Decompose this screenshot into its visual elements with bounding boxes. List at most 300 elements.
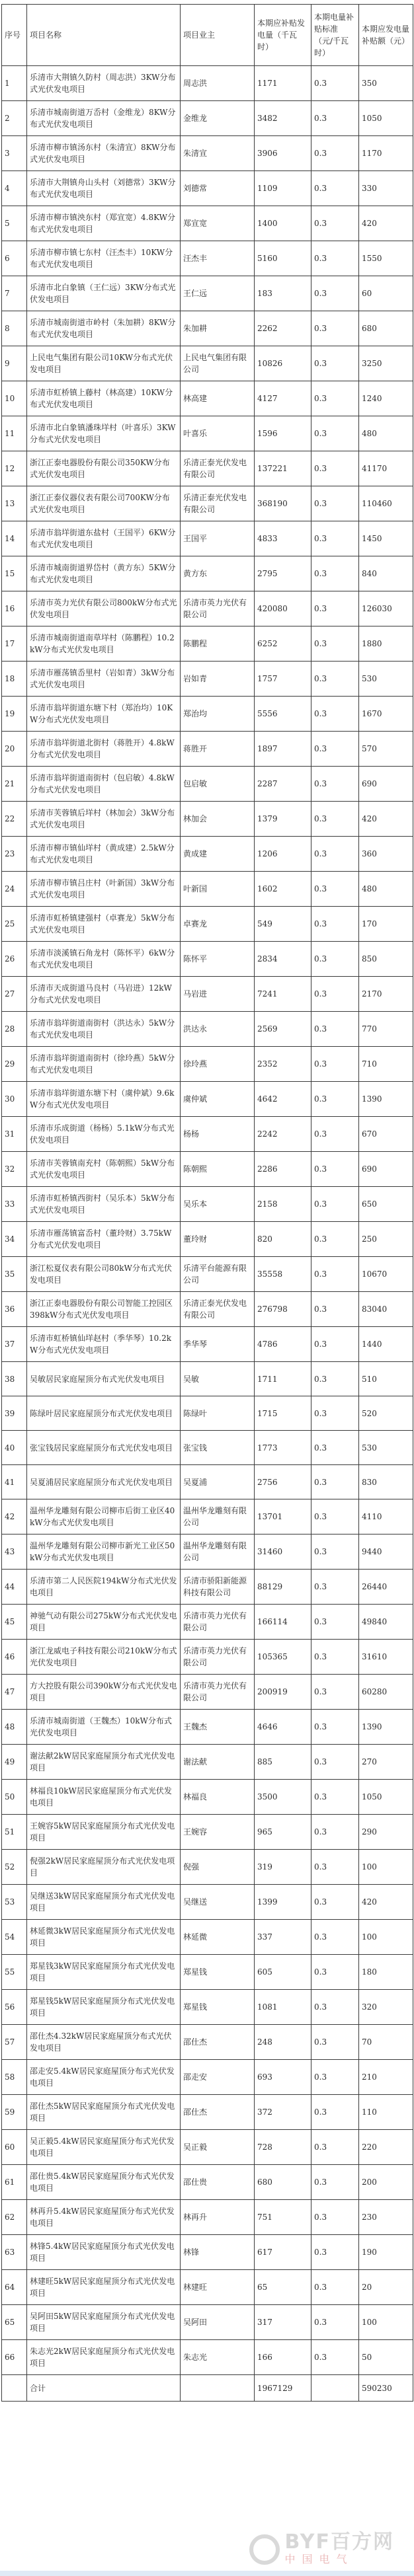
- cell-rate: 0.3: [311, 2165, 359, 2200]
- table-row: [2, 451, 413, 486]
- cell-amount: 510: [359, 1362, 413, 1396]
- cell-owner: 叶新国: [181, 872, 255, 907]
- table-row: [2, 486, 413, 521]
- cell-energy: 1897: [255, 732, 311, 767]
- table-row: [2, 2060, 413, 2095]
- cell-owner: 董玲财: [181, 1222, 255, 1257]
- cell-owner: 王婉容: [181, 1815, 255, 1850]
- table-row: [2, 66, 413, 101]
- cell-owner: 吴正毅: [181, 2130, 255, 2165]
- cell-rate: 0.3: [311, 1745, 359, 1780]
- cell-owner: 乐清市骄阳新能源科技有限公司: [181, 1570, 255, 1605]
- cell-serial: 51: [2, 1815, 27, 1850]
- cell-amount: 670: [359, 1117, 413, 1152]
- cell-serial: 19: [2, 697, 27, 732]
- cell-serial: 58: [2, 2060, 27, 2095]
- cell-owner: 张宝钱: [181, 1431, 255, 1465]
- table-row: [2, 1327, 413, 1362]
- table-row: [2, 2095, 413, 2130]
- cell-amount: 210: [359, 2060, 413, 2095]
- cell-energy: 4642: [255, 1082, 311, 1117]
- cell-rate: 0.3: [311, 1222, 359, 1257]
- cell-project-name: 乐清市城南街道界岱村（黄方东）5KW分布式光伏发电项目: [27, 556, 181, 591]
- cell-project-name: 王婉容5kW居民家庭屋顶分布式光伏发电项目: [27, 1815, 181, 1850]
- table-row: [2, 1990, 413, 2025]
- cell-project-name: 乐清市北白象镇（王仁远）3KW分布式光伏发电项目: [27, 276, 181, 311]
- cell-amount: 350: [359, 66, 413, 101]
- table-row: [2, 662, 413, 697]
- cell-rate: 0.3: [311, 2305, 359, 2340]
- cell-amount: 1670: [359, 697, 413, 732]
- cell-rate: 0.3: [311, 1187, 359, 1222]
- cell-owner: 林锋: [181, 2235, 255, 2270]
- cell-serial: 17: [2, 626, 27, 662]
- table-row: [2, 872, 413, 907]
- cell-energy: 2242: [255, 1117, 311, 1152]
- table-row: [2, 206, 413, 241]
- cell-rate: 0.3: [311, 1465, 359, 1499]
- cell-owner: 黄方东: [181, 556, 255, 591]
- cell-rate: 0.3: [311, 2095, 359, 2130]
- cell-rate: 0.3: [311, 206, 359, 241]
- cell-rate: 0.3: [311, 1815, 359, 1850]
- header-cell-serial: 序号: [2, 5, 27, 66]
- cell-owner: 倪强: [181, 1850, 255, 1885]
- table-row: [2, 1187, 413, 1222]
- table-row: [2, 136, 413, 171]
- cell-serial: 57: [2, 2025, 27, 2060]
- cell-serial: 28: [2, 1012, 27, 1047]
- cell-serial: 36: [2, 1292, 27, 1327]
- cell-serial: 40: [2, 1431, 27, 1465]
- cell-energy: 65: [255, 2270, 311, 2305]
- table-row: [2, 1710, 413, 1745]
- header-cell-owner: 项目业主: [181, 5, 255, 66]
- cell-rate: 0.3: [311, 732, 359, 767]
- cell-owner: 吴阿田: [181, 2305, 255, 2340]
- cell-owner: 郑星钱: [181, 1955, 255, 1990]
- cell-rate: 0.3: [311, 1920, 359, 1955]
- cell-amount: 530: [359, 662, 413, 697]
- cell-rate: 0.3: [311, 276, 359, 311]
- cell-energy: 693: [255, 2060, 311, 2095]
- cell-amount: 650: [359, 1187, 413, 1222]
- cell-project-name: 乐清市第二人民医院194kW分布式光伏发电项目: [27, 1570, 181, 1605]
- cell-rate: 0.3: [311, 1431, 359, 1465]
- cell-serial: 46: [2, 1640, 27, 1675]
- cell-owner: 郑星钱: [181, 1990, 255, 2025]
- cell-owner: 郑治均: [181, 697, 255, 732]
- table-row: [2, 2305, 413, 2340]
- cell-serial: 30: [2, 1082, 27, 1117]
- cell-amount: 420: [359, 802, 413, 837]
- cell-rate: 0.3: [311, 1534, 359, 1570]
- cell-rate: 0.3: [311, 311, 359, 346]
- cell-project-name: 乐清市虹桥镇仙垟赵村（季华琴）10.2kW分布式光伏发电项目: [27, 1327, 181, 1362]
- cell-project-name: 乐清市芙蓉镇后垟村（林加会）3kW分布式光伏发电项目: [27, 802, 181, 837]
- cell-serial: [2, 2375, 27, 2402]
- cell-owner: 朱加耕: [181, 311, 255, 346]
- cell-energy: 5556: [255, 697, 311, 732]
- cell-rate: 0.3: [311, 942, 359, 977]
- cell-energy: 751: [255, 2200, 311, 2235]
- cell-serial: 10: [2, 381, 27, 416]
- cell-amount: 570: [359, 732, 413, 767]
- cell-project-name: 乐清市柳市镇仙垟村（黄成建）2.5kW分布式光伏发电项目: [27, 837, 181, 872]
- cell-project-name: 乐清市淡溪镇石角龙村（陈怀平）6kW分布式光伏发电项目: [27, 942, 181, 977]
- table-row: [2, 311, 413, 346]
- cell-energy: 2569: [255, 1012, 311, 1047]
- table-row: [2, 2200, 413, 2235]
- cell-owner: 朱志光: [181, 2340, 255, 2375]
- cell-project-name: 上民电气集团有限公司10KW分布式光伏发电项目: [27, 346, 181, 381]
- cell-rate: 0.3: [311, 101, 359, 136]
- header-cell-rate: 本期电量补贴标准（元/千瓦时）: [311, 5, 359, 66]
- cell-serial: 24: [2, 872, 27, 907]
- cell-serial: 22: [2, 802, 27, 837]
- cell-project-name: 浙江龙威电子科技有限公司210kW分布式光伏发电项目: [27, 1640, 181, 1675]
- cell-rate: 0.3: [311, 2270, 359, 2305]
- cell-serial: 59: [2, 2095, 27, 2130]
- table-row: [2, 2130, 413, 2165]
- cell-serial: 25: [2, 907, 27, 942]
- cell-energy: 276798: [255, 1292, 311, 1327]
- table-row: [2, 942, 413, 977]
- cell-amount: 200: [359, 2165, 413, 2200]
- cell-owner: 林建旺: [181, 2270, 255, 2305]
- cell-owner: 朱清宣: [181, 136, 255, 171]
- subsidy-table: [1, 4, 413, 2402]
- table-row: [2, 802, 413, 837]
- cell-amount: 850: [359, 942, 413, 977]
- table-row: [2, 1257, 413, 1292]
- cell-amount: 190: [359, 2235, 413, 2270]
- cell-project-name: 乐清市芙蓉镇南充村（陈朝熙）5kW分布式光伏发电项目: [27, 1152, 181, 1187]
- cell-energy: 1399: [255, 1885, 311, 1920]
- cell-energy: 549: [255, 907, 311, 942]
- cell-energy: 420080: [255, 591, 311, 626]
- cell-rate: 0.3: [311, 1362, 359, 1396]
- cell-energy: 2352: [255, 1047, 311, 1082]
- cell-rate: 0.3: [311, 556, 359, 591]
- table-row: [2, 1292, 413, 1327]
- cell-energy: 166: [255, 2340, 311, 2375]
- cell-rate: 0.3: [311, 1605, 359, 1640]
- cell-energy: 2795: [255, 556, 311, 591]
- cell-serial: 26: [2, 942, 27, 977]
- cell-amount: 480: [359, 416, 413, 451]
- table-row: [2, 1885, 413, 1920]
- cell-amount: 20: [359, 2270, 413, 2305]
- cell-owner: 岩如青: [181, 662, 255, 697]
- cell-project-name: 张宝钱居民家庭屋顶分布式光伏发电项目: [27, 1431, 181, 1465]
- cell-project-name: 乐清市虹桥镇西街村（吴乐本）5kW分布式光伏发电项目: [27, 1187, 181, 1222]
- cell-rate: 0.3: [311, 346, 359, 381]
- cell-amount: 1880: [359, 626, 413, 662]
- cell-serial: 18: [2, 662, 27, 697]
- cell-owner: 马岩进: [181, 977, 255, 1012]
- cell-serial: 38: [2, 1362, 27, 1396]
- table-row: [2, 1117, 413, 1152]
- cell-project-name: 乐清市翁垟街道南街村（包启敏）4.8kW分布式光伏发电项目: [27, 767, 181, 802]
- cell-rate: 0.3: [311, 1885, 359, 1920]
- cell-amount: 41170: [359, 451, 413, 486]
- cell-energy: 1081: [255, 1990, 311, 2025]
- cell-amount: 680: [359, 311, 413, 346]
- cell-energy: 35558: [255, 1257, 311, 1292]
- cell-rate: 0.3: [311, 1710, 359, 1745]
- cell-rate: 0.3: [311, 241, 359, 276]
- cell-project-name: 方大控股有限公司390kW分布式光伏发电项目: [27, 1675, 181, 1710]
- cell-energy: 605: [255, 1955, 311, 1990]
- cell-rate: 0.3: [311, 2060, 359, 2095]
- cell-owner: 陈怀平: [181, 942, 255, 977]
- watermark-brand: BYF百方网: [284, 2530, 394, 2554]
- cell-owner: 乐清正泰光伏发电有限公司: [181, 451, 255, 486]
- cell-project-name: 林锋5.4kW居民家庭屋顶分布式光伏发电项目: [27, 2235, 181, 2270]
- table-row: [2, 1396, 413, 1431]
- cell-amount: 100: [359, 2305, 413, 2340]
- table-row: [2, 2340, 413, 2375]
- table-row: [2, 1362, 413, 1396]
- cell-serial: 29: [2, 1047, 27, 1082]
- table-row: [2, 346, 413, 381]
- cell-project-name: 浙江正泰电器股份有限公司350KW分布式光伏发电项目: [27, 451, 181, 486]
- cell-serial: 4: [2, 171, 27, 206]
- cell-rate: 0.3: [311, 697, 359, 732]
- cell-energy: 728: [255, 2130, 311, 2165]
- cell-rate: 0.3: [311, 1675, 359, 1710]
- cell-serial: 53: [2, 1885, 27, 1920]
- table-row: [2, 1815, 413, 1850]
- cell-project-name: 郑星钱5kW居民家庭屋顶分布式光伏发电项目: [27, 1990, 181, 2025]
- cell-energy: 88129: [255, 1570, 311, 1605]
- cell-serial: 55: [2, 1955, 27, 1990]
- cell-rate: 0.3: [311, 1117, 359, 1152]
- cell-project-name: 朱志光2kW居民家庭屋顶分布式光伏发电项目: [27, 2340, 181, 2375]
- cell-amount: 1390: [359, 1710, 413, 1745]
- cell-owner: 虞仲斌: [181, 1082, 255, 1117]
- cell-project-name: 乐清市英力光伏有限公司800kW分布式光伏发电项目: [27, 591, 181, 626]
- table-row: [2, 1499, 413, 1534]
- cell-energy: 7241: [255, 977, 311, 1012]
- cell-project-name: 乐清市天成街道马良村（马岩进）12kW分布式光伏发电项目: [27, 977, 181, 1012]
- cell-energy: 1379: [255, 802, 311, 837]
- cell-serial: 27: [2, 977, 27, 1012]
- cell-amount: 230: [359, 2200, 413, 2235]
- cell-energy: 3906: [255, 136, 311, 171]
- table-row: [2, 767, 413, 802]
- cell-owner: 林高建: [181, 381, 255, 416]
- cell-amount: 70: [359, 2025, 413, 2060]
- cell-serial: 43: [2, 1534, 27, 1570]
- cell-rate: 0.3: [311, 1257, 359, 1292]
- cell-project-name: 邵仕杰5kW居民家庭屋顶分布式光伏发电项目: [27, 2095, 181, 2130]
- cell-rate: 0.3: [311, 1955, 359, 1990]
- cell-project-name: 乐清市大荆镇舟山头村（刘德常）3KW分布式光伏发电项目: [27, 171, 181, 206]
- cell-amount: 480: [359, 872, 413, 907]
- cell-project-name: 乐清市虹桥镇上藤村（林高建）10KW分布式光伏发电项目: [27, 381, 181, 416]
- cell-energy: 1967129: [255, 2375, 311, 2402]
- cell-amount: 420: [359, 206, 413, 241]
- cell-project-name: 乐清市翁垟街道东塘下村（郑治均）10KW分布式光伏发电项目: [27, 697, 181, 732]
- table-row: [2, 556, 413, 591]
- cell-rate: 0.3: [311, 1152, 359, 1187]
- table-row: [2, 1675, 413, 1710]
- cell-amount: 1170: [359, 136, 413, 171]
- table-row: [2, 1012, 413, 1047]
- table-row: [2, 521, 413, 556]
- cell-project-name: 乐清市城南街道万岙村（金维龙）8KW分布式光伏发电项目: [27, 101, 181, 136]
- cell-owner: 叶喜乐: [181, 416, 255, 451]
- cell-amount: 9440: [359, 1534, 413, 1570]
- cell-amount: 126030: [359, 591, 413, 626]
- cell-serial: 31: [2, 1117, 27, 1152]
- cell-owner: 刘德常: [181, 171, 255, 206]
- cell-serial: 37: [2, 1327, 27, 1362]
- cell-owner: 金维龙: [181, 101, 255, 136]
- cell-amount: 83040: [359, 1292, 413, 1327]
- cell-energy: 31460: [255, 1534, 311, 1570]
- cell-amount: 31610: [359, 1640, 413, 1675]
- cell-energy: 372: [255, 2095, 311, 2130]
- cell-rate: 0.3: [311, 1082, 359, 1117]
- cell-rate: 0.3: [311, 1047, 359, 1082]
- cell-project-name: 乐清市雁荡镇富岙村（董玲财）3.75kW分布式光伏发电项目: [27, 1222, 181, 1257]
- cell-serial: 5: [2, 206, 27, 241]
- cell-energy: 2756: [255, 1465, 311, 1499]
- cell-serial: 23: [2, 837, 27, 872]
- cell-serial: 8: [2, 311, 27, 346]
- cell-owner: 吴乐本: [181, 1187, 255, 1222]
- cell-owner: 汪杰丰: [181, 241, 255, 276]
- cell-project-name: 倪强2kW居民家庭屋顶分布式光伏发电项目: [27, 1850, 181, 1885]
- cell-owner: 郑宣宽: [181, 206, 255, 241]
- cell-owner: 王仁远: [181, 276, 255, 311]
- table-row: [2, 626, 413, 662]
- cell-energy: 1757: [255, 662, 311, 697]
- cell-rate: 0.3: [311, 381, 359, 416]
- table-row: [2, 416, 413, 451]
- cell-rate: 0.3: [311, 802, 359, 837]
- cell-amount: 830: [359, 1465, 413, 1499]
- cell-amount: 710: [359, 1047, 413, 1082]
- cell-serial: 1: [2, 66, 27, 101]
- cell-owner: 杨杨: [181, 1117, 255, 1152]
- cell-rate: 0.3: [311, 136, 359, 171]
- cell-project-name: 温州华龙雕刻有限公司柳市新光工业区50kW分布式光伏发电项目: [27, 1534, 181, 1570]
- cell-rate: 0.3: [311, 662, 359, 697]
- cell-owner: 乐清市英力光伏有限公司: [181, 1640, 255, 1675]
- table-row: [2, 1534, 413, 1570]
- cell-amount: 690: [359, 1152, 413, 1187]
- cell-owner: 邵仕杰: [181, 2025, 255, 2060]
- cell-rate: 0.3: [311, 1990, 359, 2025]
- table-row: [2, 1745, 413, 1780]
- cell-amount: 290: [359, 1815, 413, 1850]
- cell-amount: 110: [359, 2095, 413, 2130]
- cell-energy: 4646: [255, 1710, 311, 1745]
- cell-project-name: 吴夏浦居民家庭屋顶分布式光伏发电项目: [27, 1465, 181, 1499]
- cell-rate: 0.3: [311, 451, 359, 486]
- cell-energy: 1711: [255, 1362, 311, 1396]
- cell-energy: 4833: [255, 521, 311, 556]
- cell-serial: 48: [2, 1710, 27, 1745]
- cell-serial: 7: [2, 276, 27, 311]
- cell-energy: 820: [255, 1222, 311, 1257]
- cell-owner: 包启敏: [181, 767, 255, 802]
- cell-project-name: 邵仕贵5.4kW居民家庭屋顶分布式光伏发电项目: [27, 2165, 181, 2200]
- cell-amount: 4110: [359, 1499, 413, 1534]
- cell-serial: 63: [2, 2235, 27, 2270]
- cell-energy: 337: [255, 1920, 311, 1955]
- cell-energy: 4786: [255, 1327, 311, 1362]
- cell-amount: 60: [359, 276, 413, 311]
- cell-project-name: 吴继送3kW居民家庭屋顶分布式光伏发电项目: [27, 1885, 181, 1920]
- cell-energy: 1109: [255, 171, 311, 206]
- cell-energy: 965: [255, 1815, 311, 1850]
- cell-amount: 220: [359, 2130, 413, 2165]
- cell-amount: 530: [359, 1431, 413, 1465]
- cell-project-name: 吴正毅5.4kW居民家庭屋顶分布式光伏发电项目: [27, 2130, 181, 2165]
- cell-rate: 0.3: [311, 2340, 359, 2375]
- cell-serial: 32: [2, 1152, 27, 1187]
- cell-amount: 180: [359, 1955, 413, 1990]
- cell-project-name: 乐清市柳市镇七东村（汪杰丰）10KW分布式光伏发电项目: [27, 241, 181, 276]
- table-row: [2, 697, 413, 732]
- cell-rate: 0.3: [311, 767, 359, 802]
- cell-serial: 21: [2, 767, 27, 802]
- cell-rate: 0.3: [311, 171, 359, 206]
- cell-serial: 61: [2, 2165, 27, 2200]
- cell-energy: 1773: [255, 1431, 311, 1465]
- cell-project-name: 浙江松夏仪表有限公司80kW分布式光伏发电项目: [27, 1257, 181, 1292]
- cell-rate: 0.3: [311, 1499, 359, 1534]
- cell-amount: 1450: [359, 521, 413, 556]
- table-row: [2, 2165, 413, 2200]
- cell-owner: 林福良: [181, 1780, 255, 1815]
- cell-owner: [181, 2375, 255, 2402]
- cell-serial: 3: [2, 136, 27, 171]
- cell-energy: 617: [255, 2235, 311, 2270]
- cell-amount: 1050: [359, 1780, 413, 1815]
- cell-energy: 10826: [255, 346, 311, 381]
- cell-owner: 吴敏: [181, 1362, 255, 1396]
- total-row: [2, 2375, 413, 2402]
- cell-energy: 1715: [255, 1396, 311, 1431]
- cell-energy: 680: [255, 2165, 311, 2200]
- cell-serial: 13: [2, 486, 27, 521]
- cell-energy: 137221: [255, 451, 311, 486]
- header-cell-energy: 本期应补贴发电量（千瓦时）: [255, 5, 311, 66]
- cell-rate: 0.3: [311, 1292, 359, 1327]
- cell-serial: 44: [2, 1570, 27, 1605]
- cell-energy: 13701: [255, 1499, 311, 1534]
- cell-owner: 林再升: [181, 2200, 255, 2235]
- cell-project-name: 乐清市大荆镇久防村（周志洪）3KW分布式光伏发电项目: [27, 66, 181, 101]
- table-row: [2, 2025, 413, 2060]
- cell-project-name: 乐清市北白象镇潘珠垟村（叶喜乐）3KW分布式光伏发电项目: [27, 416, 181, 451]
- cell-owner: 谢法献: [181, 1745, 255, 1780]
- cell-amount: 1240: [359, 381, 413, 416]
- cell-project-name: 林福良10kW居民家庭屋顶分布式光伏发电项目: [27, 1780, 181, 1815]
- cell-serial: 9: [2, 346, 27, 381]
- cell-owner: 乐清市英力光伏有限公司: [181, 591, 255, 626]
- cell-project-name: 浙江正泰仪器仪表有限公司700KW分布式光伏发电项目: [27, 486, 181, 521]
- cell-owner: 乐清正泰光伏发电有限公司: [181, 486, 255, 521]
- cell-owner: 季华琴: [181, 1327, 255, 1362]
- cell-energy: 319: [255, 1850, 311, 1885]
